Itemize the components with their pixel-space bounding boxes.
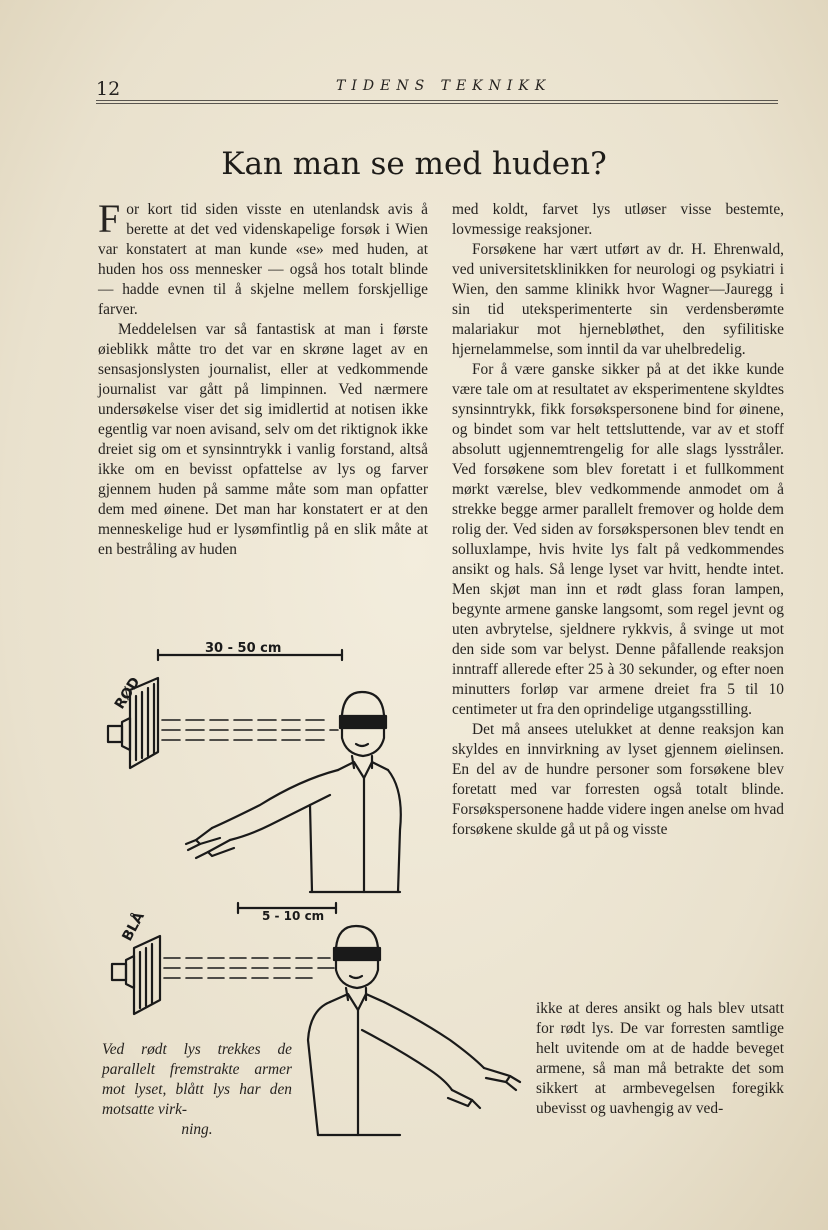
color-label-red: RØD [111, 674, 144, 713]
article-title: Kan man se med huden? [221, 146, 607, 182]
page-header [96, 78, 778, 104]
light-rays-top [162, 720, 338, 740]
paragraph: Det må ansees utelukket at denne reaksjon kan skyldes en innvirkning av lyset gjennem øielinsen. En del av de hundre personer som forsøkene blev foretatt med var forresten også totalt blinde. Forsøkspersonene hadde videre ingen anelse om hvad forsøkene skulde gå ut på og visste [452, 721, 784, 838]
distance-label-top: 30 - 50 cm [205, 641, 282, 656]
lamp-icon [112, 936, 160, 1014]
paragraph: ikke at deres ansikt og hals blev utsatt for rødt lys. De var forresten samtlige helt uvitende om at de hadde beveget armene, så man må betrakte det som sikkert at armbevegelsen foregikk ubevisst og uavhengig av ved- [536, 1000, 784, 1117]
distance-label-bottom: 5 - 10 cm [262, 909, 325, 923]
running-title: TIDENS TEKNIKK [336, 78, 552, 94]
left-column [98, 196, 428, 560]
paragraph: For kort tid siden visste en utenlandsk avis å berette at det ved videnskapelige forsøk i Wien var konstatert at man kunde «se» med huden, at huden hos oss mennesker — også hos totalt blinde — hadde evnen til å skjelne mellem forskjellige farver. [98, 196, 428, 318]
paragraph: med koldt, farvet lys utløser visse bestemte, lovmessige reaksjoner. [452, 201, 784, 238]
page-number: 12 [96, 78, 121, 100]
caption-text: Ved rødt lys trekkes de parallelt fremstrakte armer mot lyset, blått lys har den motsatte virk- [102, 1041, 292, 1118]
drop-cap: F [98, 196, 121, 241]
caption-end: ning. [181, 1121, 213, 1138]
paragraph: Meddelelsen var så fantastisk at man i første øieblikk måtte tro det var en skrøne laget av en sensasjonslysten journalist, eller at vedkommende journalist var gått på limpinnen. Ved nærmere undersøkelse viser det sig imidlertid at notisen ikke egentlig var noen avisand, selv om det riktignok ikke dreiet sig om et synsinntrykk i vanlig forstand, altså ikke om en bevisst opfattelse av lys og farver gjennem huden på samme måte som man opfatter dem med øinene. Det man har konstatert er at den menneskelige hud er lysømfintlig på en slik måte at en bestråling av huden [98, 321, 428, 558]
paragraph: For å være ganske sikker på at det ikke kunde være tale om at resultatet av eksperimentene skyldtes synsinntrykk, fikk forsøkspersonene bind for øinene, og bindet som var helt tettsluttende, var av et stoff absolutt ugjennemtrengelig for alle slags lysstråler. Ved forsøkene som blev foretatt i et fullkomment mørkt værelse, blev vedkommende anmodet om å strekke begge armer parallelt fremover og holde dem rolig der. Ved siden av forsøkspersonen blev tendt en solluxlampe, hvis hvite lys falt på vedkommendes ansikt og hals. Så lenge lyset var hvitt, hendte intet. Men skjøt man inn et rødt glass foran lampen, begynte armene ganske langsomt, som regel jevnt og uten avbrytelse, sjeldnere rykkvis, å svinge ut mot den side som var belyst. Denne påfallende reaksjon inntraff allerede efter 25 à 30 sekunder, og efter noen minutters forløp var armene dreiet fra 5 til 10 centimeter ut fra den oprindelige utgangsstilling. [452, 361, 784, 718]
light-rays-bottom [164, 958, 334, 978]
test-person-bottom [308, 926, 520, 1135]
test-person-top [186, 692, 401, 892]
header-rule [96, 100, 778, 104]
paragraph: Forsøkene har vært utført av dr. H. Ehrenwald, ved universitetsklinikken for neurologi og psykiatri i Wien, den samme klinikk hvor Wagner—Jauregg i sin tid uteksperimenterte sin verdensberømte malariakur mot hjernebløthet, den syfilitiske hjernelammelse, som inntil da var uhelbredelig. [452, 241, 784, 358]
color-label-blue: BLÅ [119, 909, 148, 944]
figure-caption [102, 1040, 292, 1140]
right-column-continued [536, 999, 784, 1119]
